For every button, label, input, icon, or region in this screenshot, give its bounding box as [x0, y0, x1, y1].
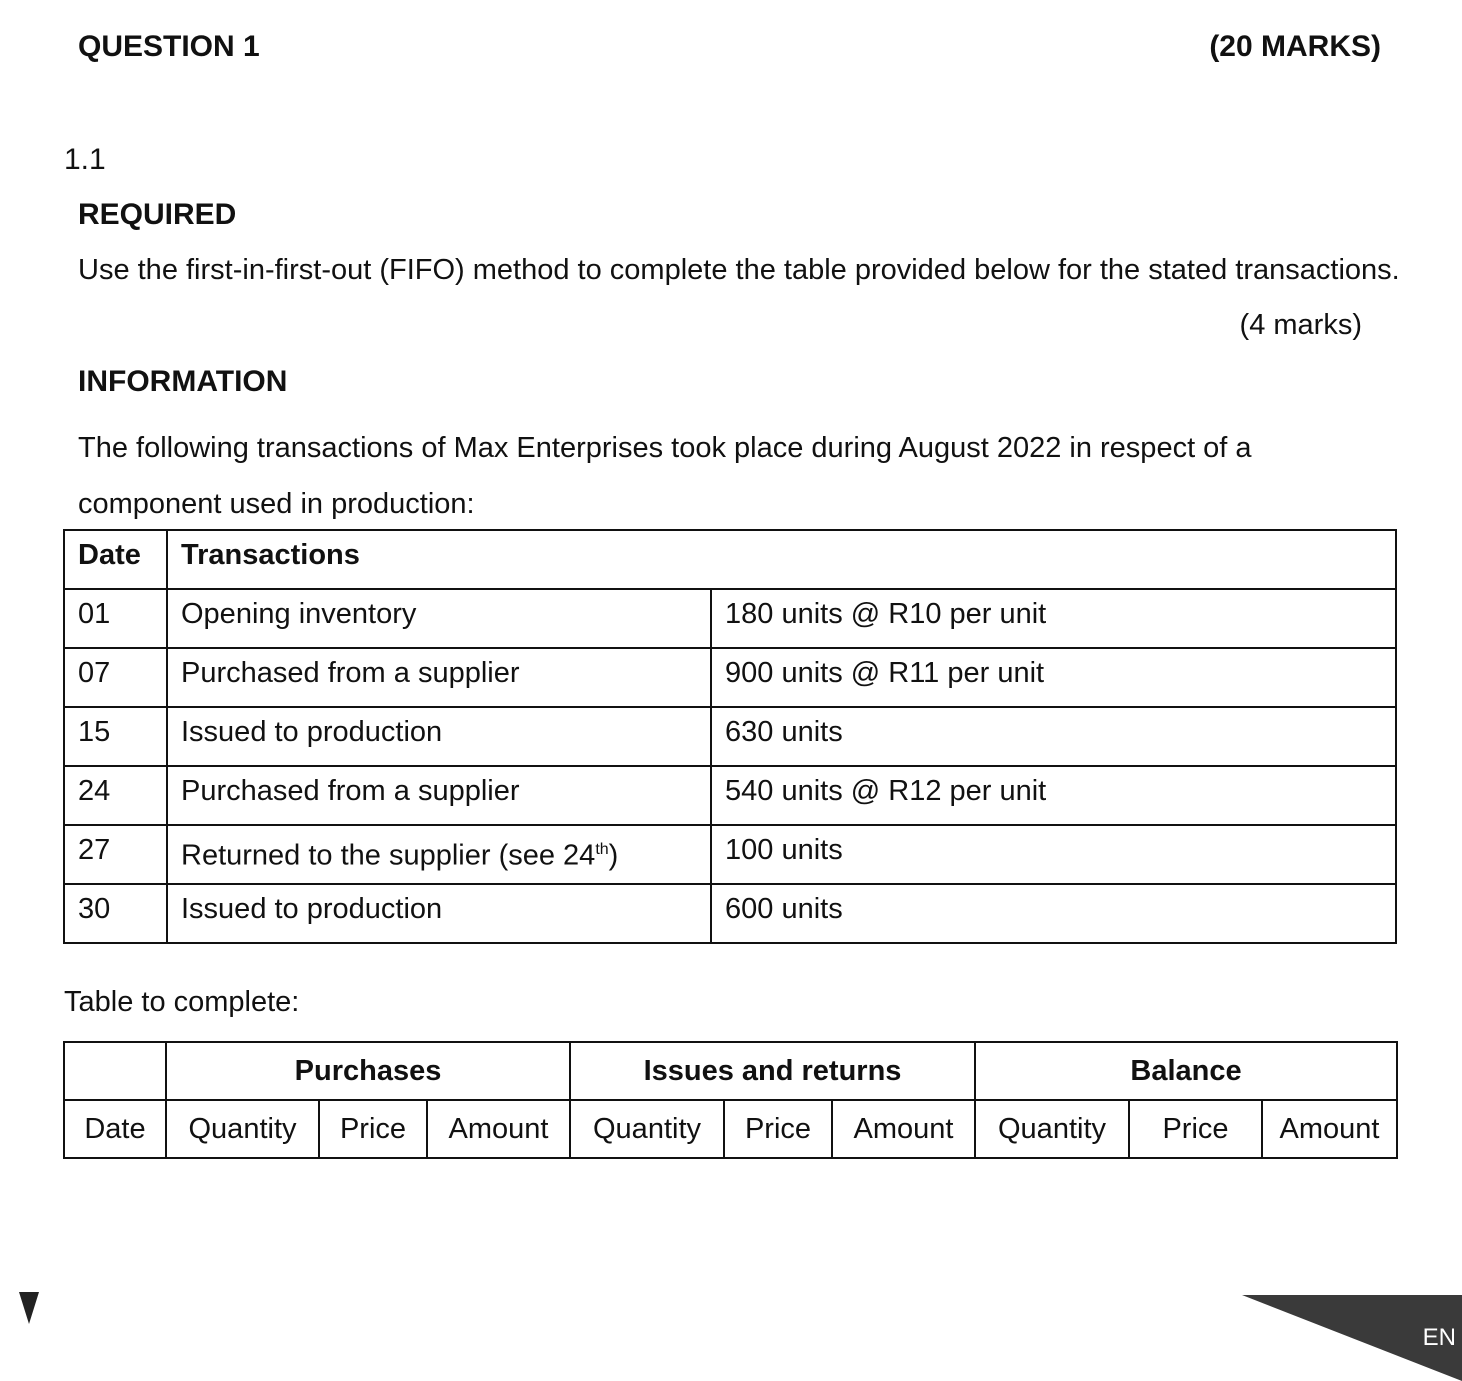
question-title: QUESTION 1 [78, 30, 260, 63]
row-description-text: Returned to the supplier (see 24 [181, 839, 596, 872]
table-row [64, 766, 1396, 825]
col-date: Date [64, 1100, 166, 1158]
row-description-end: ) [608, 839, 619, 872]
col-balance-price: Price [1129, 1100, 1262, 1158]
col-issues-quantity: Quantity [570, 1100, 724, 1158]
row-detail: 630 units [711, 707, 1396, 766]
information-text: The following transactions of Max Enterprises took place during August 2022 in respect of a component used in production: [78, 432, 1252, 520]
row-detail: 180 units @ R10 per unit [711, 589, 1396, 648]
complete-table [63, 1041, 1398, 1159]
group-balance: Balance [975, 1042, 1397, 1100]
group-header-row [64, 1042, 1397, 1100]
row-description: Opening inventory [167, 589, 711, 648]
row-detail: 900 units @ R11 per unit [711, 648, 1396, 707]
col-issues-amount: Amount [832, 1100, 975, 1158]
table-row [64, 825, 1396, 884]
section-number: 1.1 [64, 143, 106, 176]
table-row [64, 589, 1396, 648]
question-marks: (20 MARKS) [1209, 30, 1381, 63]
row-description: Purchased from a supplier [167, 766, 711, 825]
header-transactions: Transactions [167, 530, 1396, 589]
row-date: 07 [64, 648, 167, 707]
transactions-table [63, 529, 1397, 944]
row-detail: 100 units [711, 825, 1396, 884]
group-issues-returns: Issues and returns [570, 1042, 975, 1100]
group-purchases: Purchases [166, 1042, 570, 1100]
required-heading: REQUIRED [78, 198, 237, 231]
row-date: 27 [64, 825, 167, 884]
row-date: 30 [64, 884, 167, 943]
row-description: Purchased from a supplier [167, 648, 711, 707]
row-description: Issued to production [167, 707, 711, 766]
row-date: 24 [64, 766, 167, 825]
table-to-complete-label: Table to complete: [64, 986, 300, 1018]
row-date: 01 [64, 589, 167, 648]
table-header-row [64, 530, 1396, 589]
col-purchases-quantity: Quantity [166, 1100, 319, 1158]
table-row [64, 707, 1396, 766]
ordinal-suffix: th [595, 841, 609, 858]
table-row [64, 884, 1396, 943]
col-purchases-amount: Amount [427, 1100, 570, 1158]
cursor-icon [19, 1292, 39, 1324]
column-header-row [64, 1100, 1397, 1158]
col-balance-quantity: Quantity [975, 1100, 1129, 1158]
header-date: Date [64, 530, 167, 589]
row-detail: 600 units [711, 884, 1396, 943]
required-text: Use the first-in-first-out (FIFO) method to complete the table provided below for the stated transactions. [78, 254, 1400, 286]
sub-marks: (4 marks) [1239, 309, 1362, 341]
row-detail: 540 units @ R12 per unit [711, 766, 1396, 825]
row-description [167, 825, 711, 884]
row-description: Issued to production [167, 884, 711, 943]
information-heading: INFORMATION [78, 365, 288, 398]
col-issues-price: Price [724, 1100, 832, 1158]
row-date: 15 [64, 707, 167, 766]
col-balance-amount: Amount [1262, 1100, 1397, 1158]
table-row [64, 648, 1396, 707]
col-purchases-price: Price [319, 1100, 427, 1158]
language-indicator[interactable]: EN [1422, 1324, 1456, 1351]
blank-header-cell [64, 1042, 166, 1100]
